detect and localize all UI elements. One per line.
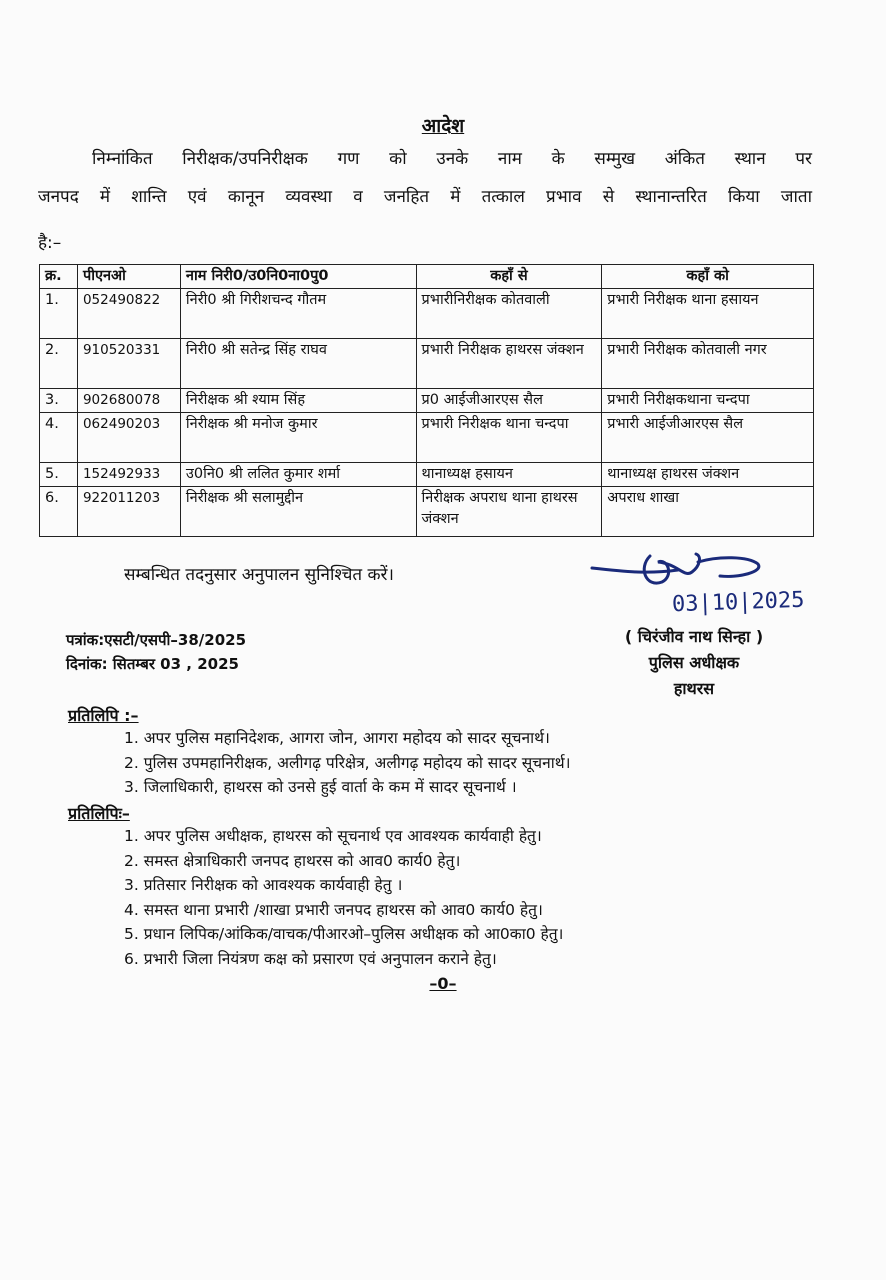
copy1-heading: प्रतिलिपि :– <box>68 706 139 725</box>
cell-to: अपराध शाखा <box>602 487 814 537</box>
intro-line-1: निम्नांकित निरीक्षक/उपनिरीक्षक गण को उनके नाम के सम्मुख अंकित स्थान पर <box>92 149 812 169</box>
cell-from: प्रभारीनिरीक्षक कोतवाली <box>416 289 602 339</box>
table-row <box>40 389 814 413</box>
letter-date: दिनांक: सितम्बर 03 , 2025 <box>66 655 239 673</box>
table-row <box>40 413 814 463</box>
signatory-designation: पुलिस अधीक्षक <box>648 653 740 672</box>
cell-name: निरीक्षक श्री श्याम सिंह <box>180 389 416 413</box>
intro-line-3: है:– <box>38 233 62 253</box>
cell-name: निरी0 श्री सतेन्द्र सिंह राघव <box>180 339 416 389</box>
list-item: 4. समस्त थाना प्रभारी /शाखा प्रभारी जनपद हाथरस को आव0 कार्य0 हेतु। <box>124 900 543 919</box>
cell-name: उ0नि0 श्री ललित कुमार शर्मा <box>180 463 416 487</box>
cell-to: प्रभारी निरीक्षकथाना चन्दपा <box>602 389 814 413</box>
cell-sn: 1. <box>40 289 78 339</box>
order-heading: आदेश <box>421 115 465 137</box>
cell-name: निरीक्षक श्री मनोज कुमार <box>180 413 416 463</box>
list-item: 3. प्रतिसार निरीक्षक को आवश्यक कार्यवाही हेतु । <box>124 876 403 894</box>
col-header-from: कहाँ से <box>416 265 602 289</box>
cell-pno: 152492933 <box>77 463 180 487</box>
transfer-table <box>39 264 814 537</box>
reference-block <box>66 628 246 676</box>
cell-to: थानाध्यक्ष हाथरस जंक्शन <box>602 463 814 487</box>
cell-pno: 902680078 <box>77 389 180 413</box>
end-mark: –0– <box>429 974 457 993</box>
cell-sn: 2. <box>40 339 78 389</box>
cell-pno: 052490822 <box>77 289 180 339</box>
cell-from: निरीक्षक अपराध थाना हाथरस जंक्शन <box>416 487 602 537</box>
cell-from: प्र0 आईजीआरएस सैल <box>416 389 602 413</box>
col-header-pno: पीएनओ <box>77 265 180 289</box>
col-header-name: नाम निरी0/उ0नि0ना0पु0 <box>180 265 416 289</box>
cell-sn: 4. <box>40 413 78 463</box>
cell-from: प्रभारी निरीक्षक हाथरस जंक्शन <box>416 339 602 389</box>
cell-sn: 3. <box>40 389 78 413</box>
list-item: 1. अपर पुलिस अधीक्षक, हाथरस को सूचनार्थ एव आवश्यक कार्यवाही हेतु। <box>124 827 542 845</box>
signature-date: 03|10|2025 <box>671 587 805 618</box>
cell-from: प्रभारी निरीक्षक थाना चन्दपा <box>416 413 602 463</box>
cell-sn: 6. <box>40 487 78 537</box>
cell-name: निरी0 श्री गिरीशचन्द गौतम <box>180 289 416 339</box>
signatory-district: हाथरस <box>673 679 715 698</box>
cell-name: निरीक्षक श्री सलामुद्दीन <box>180 487 416 537</box>
cell-pno: 062490203 <box>77 413 180 463</box>
list-item: 6. प्रभारी जिला नियंत्रण कक्ष को प्रसारण एवं अनुपालन कराने हेतु। <box>124 949 497 968</box>
cell-to: प्रभारी आईजीआरएस सैल <box>602 413 814 463</box>
table-row <box>40 487 814 537</box>
table-row <box>40 289 814 339</box>
cell-sn: 5. <box>40 463 78 487</box>
list-item: 2. समस्त क्षेत्राधिकारी जनपद हाथरस को आव0 कार्य0 हेतु। <box>124 851 461 870</box>
cell-pno: 922011203 <box>77 487 180 537</box>
list-item: 5. प्रधान लिपिक/आंकिक/वाचक/पीआरओ–पुलिस अधीक्षक को आ0का0 हेतु। <box>124 925 564 943</box>
table-row <box>40 463 814 487</box>
list-item: 3. जिलाधिकारी, हाथरस को उनसे हुई वार्ता के कम में सादर सूचनार्थ । <box>124 778 517 796</box>
list-item: 1. अपर पुलिस महानिदेशक, आगरा जोन, आगरा महोदय को सादर सूचनार्थ। <box>124 729 550 747</box>
compliance-note: सम्बन्धित तदनुसार अनुपालन सुनिश्चित करें। <box>124 565 394 585</box>
letter-number: पत्रांक:एसटी/एसपी–38/2025 <box>66 631 247 649</box>
table-row <box>40 339 814 389</box>
list-item: 2. पुलिस उपमहानिरीक्षक, अलीगढ़ परिक्षेत्र, अलीगढ़ महोदय को सादर सूचनार्थ। <box>124 753 571 772</box>
cell-from: थानाध्यक्ष हसायन <box>416 463 602 487</box>
intro-line-2: जनपद में शान्ति एवं कानून व्यवस्था व जनहित में तत्काल प्रभाव से स्थानान्तरित किया जाता <box>38 187 812 207</box>
copy1-list <box>124 726 571 800</box>
signatory-name: ( चिरंजीव नाथ सिन्हा ) <box>624 627 764 646</box>
copy2-list <box>124 824 563 971</box>
signatory-block <box>594 624 794 702</box>
col-header-to: कहाँ को <box>602 265 814 289</box>
cell-to: प्रभारी निरीक्षक थाना हसायन <box>602 289 814 339</box>
copy2-heading: प्रतिलिपिः– <box>68 804 130 823</box>
cell-to: प्रभारी निरीक्षक कोतवाली नगर <box>602 339 814 389</box>
table-header-row <box>40 265 814 289</box>
cell-pno: 910520331 <box>77 339 180 389</box>
col-header-sn: क्र. <box>40 265 78 289</box>
